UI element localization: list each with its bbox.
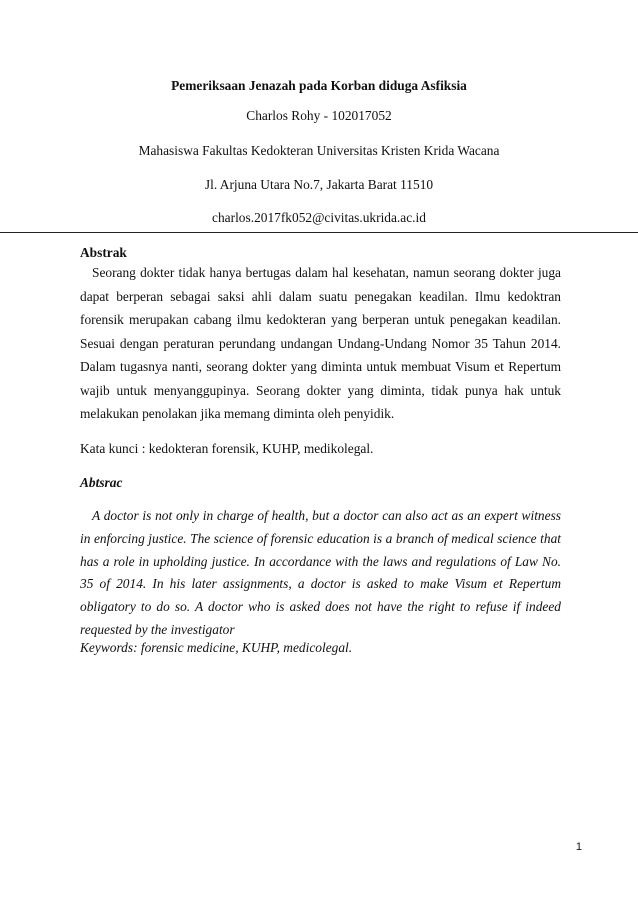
author-line: Charlos Rohy - 102017052 [246, 108, 392, 123]
abstract-heading: Abtsrac [80, 475, 123, 490]
abstrak-heading: Abstrak [80, 245, 127, 260]
address-line: Jl. Arjuna Utara No.7, Jakarta Barat 11510 [204, 177, 434, 192]
page-number: 1 [575, 841, 582, 853]
abstrak-keywords: Kata kunci : kedokteran forensik, KUHP, medikolegal. [80, 441, 374, 456]
email-line: charlos.2017fk052@civitas.ukrida.ac.id [212, 210, 426, 225]
abstrak-body: Seorang dokter tidak hanya bertugas dalam hal kesehatan, namun seorang dokter juga dapat berperan sebagai saksi ahli dalam suatu penegakan keadilan. Ilmu kedoktran forensik merupakan cabang ilmu kedokteran yang berperan untuk penegakan keadilan. Sesuai dengan peraturan perundang undangan Undang-Undang Nomor 35 Tahun 2014. Dalam tugasnya nanti, seorang dokter yang diminta untuk membuat Visum et Repertum wajib untuk menyanggupinya. Seorang dokter yang diminta, tidak punya hak untuk melakukan penolakan jika memang diminta oleh penyidik. [80, 265, 561, 421]
abstract-body: A doctor is not only in charge of health, but a doctor can also act as an expert witness in enforcing justice. The science of forensic education is a branch of medical science that has a role in upholding justice. In accordance with the laws and regulations of Law No. 35 of 2014. In his later assignments, a doctor is asked to make Visum et Repertum obligatory to do so. A doctor who is asked does not have the right to refuse if indeed requested by the investigator [80, 508, 561, 637]
affiliation-line: Mahasiswa Fakultas Kedokteran Universitas Kristen Krida Wacana [138, 143, 500, 158]
abstract-keywords: Keywords: forensic medicine, KUHP, medicolegal. [80, 640, 353, 655]
paper-title: Pemeriksaan Jenazah pada Korban diduga Asfiksia [171, 78, 467, 93]
header-divider [0, 232, 638, 233]
